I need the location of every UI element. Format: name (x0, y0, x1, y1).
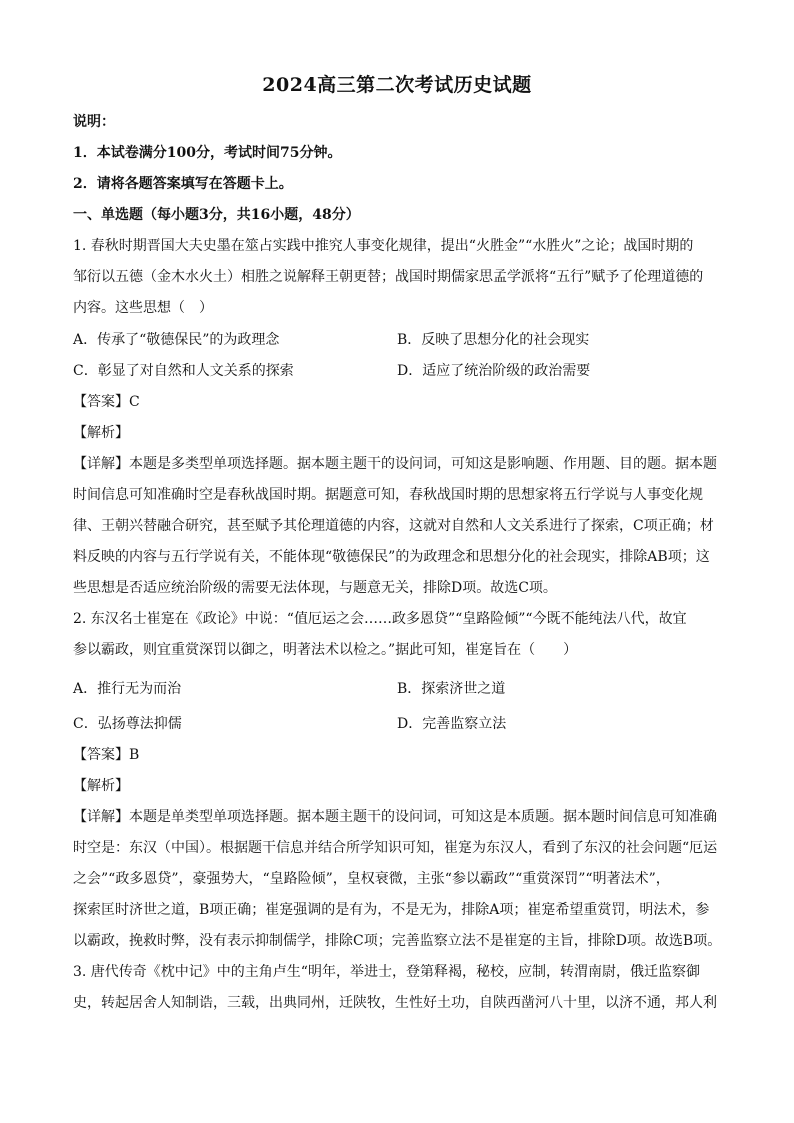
question-2-answer: 【答案】B (73, 747, 140, 763)
question-2-analysis-label: 【解析】 (73, 778, 129, 794)
question-2-stem-line: 参以霸政，则宜重赏深罚以御之，明著法术以检之。”据此可知，崔寔旨在（ ） (73, 642, 578, 658)
question-1-stem-line: 邹衍以五德（金木水火土）相胜之说解释王朝更替；战国时期儒家思孟学派将“五行”赋予了伦理道德的 (73, 269, 704, 285)
question-1-answer: 【答案】C (73, 394, 140, 410)
question-2-option-d: D．完善监察立法 (397, 716, 507, 732)
note-item: 1．本试卷满分100分，考试时间75分钟。 (73, 145, 342, 161)
page-title: 2024高三第二次考试历史试题 (262, 74, 532, 96)
question-3-stem-line: 史，转起居舍人知制诰，三载，出典同州，迁陕牧，生性好土功，自陕西凿河八十里，以济不通，邦人利 (73, 995, 717, 1011)
question-2-detail-line: 之会”“政多恩贷”，豪强势大，“皇路险倾”，皇权衰微，主张“参以霸政”“重赏深罚”“明著法术”， (73, 871, 670, 887)
question-2-detail-line: 探索匡时济世之道，B项正确；崔寔强调的是有为，不是无为，排除A项；崔寔希望重赏罚，明法术，参 (73, 902, 710, 918)
question-1-option-a: A．传承了“敬德保民”的为政理念 (73, 332, 280, 348)
question-1-detail-line: 律、王朝兴替融合研究，甚至赋予其伦理道德的内容，这就对自然和人文关系进行了探索，C项正确；材 (73, 518, 714, 534)
question-1-detail-line: 料反映的内容与五行学说有关，不能体现“敬德保民”的为政理念和思想分化的社会现实，排除AB项；这 (73, 549, 710, 565)
question-2-detail-line: 时空是：东汉（中国）。根据题干信息并结合所学知识可知，崔寔为东汉人，看到了东汉的社会问题“厄运 (73, 840, 718, 856)
section-heading: 一、单选题（每小题3分，共16小题，48分） (73, 207, 360, 223)
note-item: 2．请将各题答案填写在答题卡上。 (73, 176, 293, 192)
question-2-option-a: A．推行无为而治 (73, 681, 182, 697)
question-2-option-c: C．弘扬尊法抑儒 (73, 716, 182, 732)
notes-heading: 说明： (73, 114, 115, 130)
question-1-stem-line: 1. 春秋时期晋国大夫史墨在筮占实践中推究人事变化规律，提出“火胜金”“水胜火”之论；战国时期的 (73, 238, 694, 254)
question-1-analysis-label: 【解析】 (73, 425, 129, 441)
question-1-detail-line: 些思想是否适应统治阶级的需要无法体现，与题意无关，排除D项。故选C项。 (73, 580, 557, 596)
question-1-option-c: C．彰显了对自然和人文关系的探索 (73, 363, 294, 379)
question-2-detail-line: 以霸政，挽救时弊，没有表示抑制儒学，排除C项；完善监察立法不是崔寔的主旨，排除D项。故选B项。 (73, 933, 722, 949)
question-1-stem-line: 内容。这些思想（ ） (73, 300, 213, 316)
question-1-option-b: B．反映了思想分化的社会现实 (397, 332, 590, 348)
question-2-detail-line: 【详解】本题是单类型单项选择题。据本题主题干的设问词，可知这是本质题。据本题时间信息可知准确 (73, 809, 717, 825)
question-3-stem-line: 3. 唐代传奇《枕中记》中的主角卢生“明年，举进士，登第释褐，秘校，应制，转渭南尉，俄迁监察御 (73, 964, 700, 980)
question-2-option-b: B．探索济世之道 (397, 681, 506, 697)
question-1-detail-line: 【详解】本题是多类型单项选择题。据本题主题干的设问词，可知这是影响题、作用题、目的题。据本题 (73, 456, 717, 472)
question-1-detail-line: 时间信息可知准确时空是春秋战国时期。据题意可知，春秋战国时期的思想家将五行学说与人事变化规 (73, 487, 703, 503)
question-2-stem-line: 2. 东汉名士崔寔在《政论》中说：“值厄运之会……政多恩贷”“皇路险倾”“今既不能纯法八代，故宜 (73, 611, 687, 627)
question-1-option-d: D．适应了统治阶级的政治需要 (397, 363, 591, 379)
